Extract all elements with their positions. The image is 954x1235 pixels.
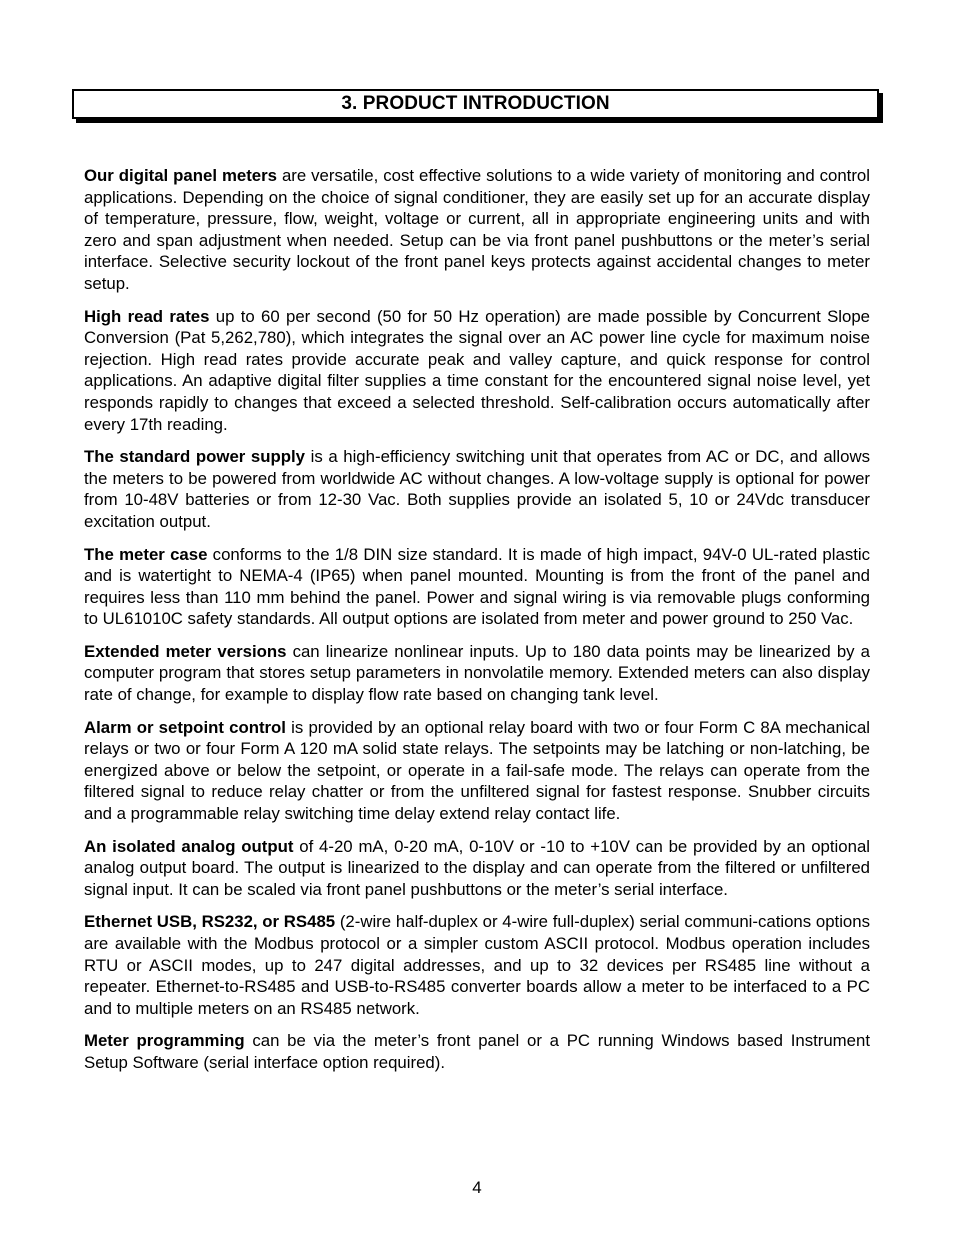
paragraph-lead: Our digital panel meters (84, 166, 277, 185)
page-number: 4 (472, 1178, 482, 1197)
paragraph-analog-output (84, 836, 870, 901)
section-title-box (72, 89, 879, 119)
paragraph-body: (2-wire half-duplex or 4-wire full-duplex) serial communi-cations options are available with the Modbus protocol or a simpler custom ASCII protocol. Modbus operation includes RTU or ASCII modes, up to 247 digital addresses, and up to 32 devices per RS485 line without a repeater. Ethernet-to-RS485 and USB-to-RS485 converter boards allow a meter to be interfaced to a PC and to multiple meters on an RS485 network. (84, 912, 870, 1018)
paragraph-serial-communications (84, 911, 870, 1019)
paragraph-body: can be via the meter’s front panel or a PC running Windows based Instrument Setup Software (serial interface option required). (84, 1031, 870, 1072)
paragraph-lead: An isolated analog output (84, 836, 294, 856)
paragraph-body: are versatile, cost effective solutions to a wide variety of monitoring and control applications. Depending on the choice of signal conditioner, they are easily set up for an accurate display of temperature, pressure, flow, weight, voltage or current, all in appropriate engineering units and with zero and span adjustment when needed. Setup can be via front panel pushbuttons or the meter’s serial interface. Selective security lockout of the front panel keys protects against accidental changes to meter setup. (84, 166, 870, 293)
paragraph-alarm-setpoint (84, 717, 870, 825)
paragraph-digital-panel-meters (84, 165, 870, 295)
paragraph-lead: The standard power supply (84, 447, 305, 467)
paragraph-lead: The meter case (84, 544, 208, 564)
paragraph-extended-versions (84, 641, 870, 706)
section-title: 3. PRODUCT INTRODUCTION (341, 93, 610, 114)
paragraph-body: of 4-20 mA, 0-20 mA, 0-10V or -10 to +10V can be provided by an optional analog output board. The output is linearized to the display and can operate from the filtered or unfiltered signal input. It can be scaled via front panel pushbuttons or the meter’s serial interface. (84, 836, 871, 899)
paragraph-body: is a high-efficiency switching unit that operates from AC or DC, and allows the meters to be powered from worldwide AC without changes. A low-voltage supply is optional for power from 10-48V batteries or from 12-30 Vac. Both supplies provide an isolated 5, 10 or 24Vdc transducer excitation output. (84, 447, 870, 531)
paragraph-lead: High read rates (84, 306, 210, 326)
paragraph-body: up to 60 per second (50 for 50 Hz operation) are made possible by Concurrent Slope Conversion (Pat 5,262,780), which integrates the signal over an AC power line cycle for maximum noise rejection. High read rates provide accurate peak and valley capture, and quick response for control applications. An adaptive digital filter supplies a time constant for the encountered signal noise level, yet responds rapidly to changes that exceed a selected threshold. Self-calibration occurs automatically after every 17th reading. (84, 306, 870, 434)
paragraph-lead: Extended meter versions (84, 641, 287, 661)
paragraph-body: can linearize nonlinear inputs. Up to 180 data points may be linearized by a computer program that stores setup parameters in nonvolatile memory. Extended meters can also display rate of change, for example to display flow rate based on changing tank level. (84, 641, 871, 705)
paragraph-meter-programming (84, 1030, 870, 1073)
paragraph-lead: Meter programming (84, 1031, 245, 1051)
paragraph-meter-case (84, 544, 870, 630)
paragraph-lead: Alarm or setpoint control (84, 717, 286, 737)
paragraph-power-supply (84, 446, 870, 532)
body-text (84, 165, 870, 1085)
paragraph-body: is provided by an optional relay board with two or four Form C 8A mechanical relays or two or four Form A 120 mA solid state relays. The setpoints may be latching or non-latching, be energized above or below the setpoint, or operate in a fail-safe mode. The relays can operate from the filtered signal to reduce relay chatter or from the unfiltered signal for fastest response. Snubber circuits and a programmable relay switching time delay extend relay contact life. (84, 717, 870, 824)
paragraph-high-read-rates (84, 306, 870, 436)
paragraph-body: conforms to the 1/8 DIN size standard. It is made of high impact, 94V-0 UL-rated plastic and is watertight to NEMA-4 (IP65) when panel mounted. Mounting is from the front of the panel and requires less than 110 mm behind the panel. Power and signal wiring is via removable plugs conforming to UL61010C safety standards. All output options are isolated from meter and power ground to 250 Vac. (84, 544, 870, 629)
paragraph-lead: Ethernet USB, RS232, or RS485 (84, 912, 336, 932)
